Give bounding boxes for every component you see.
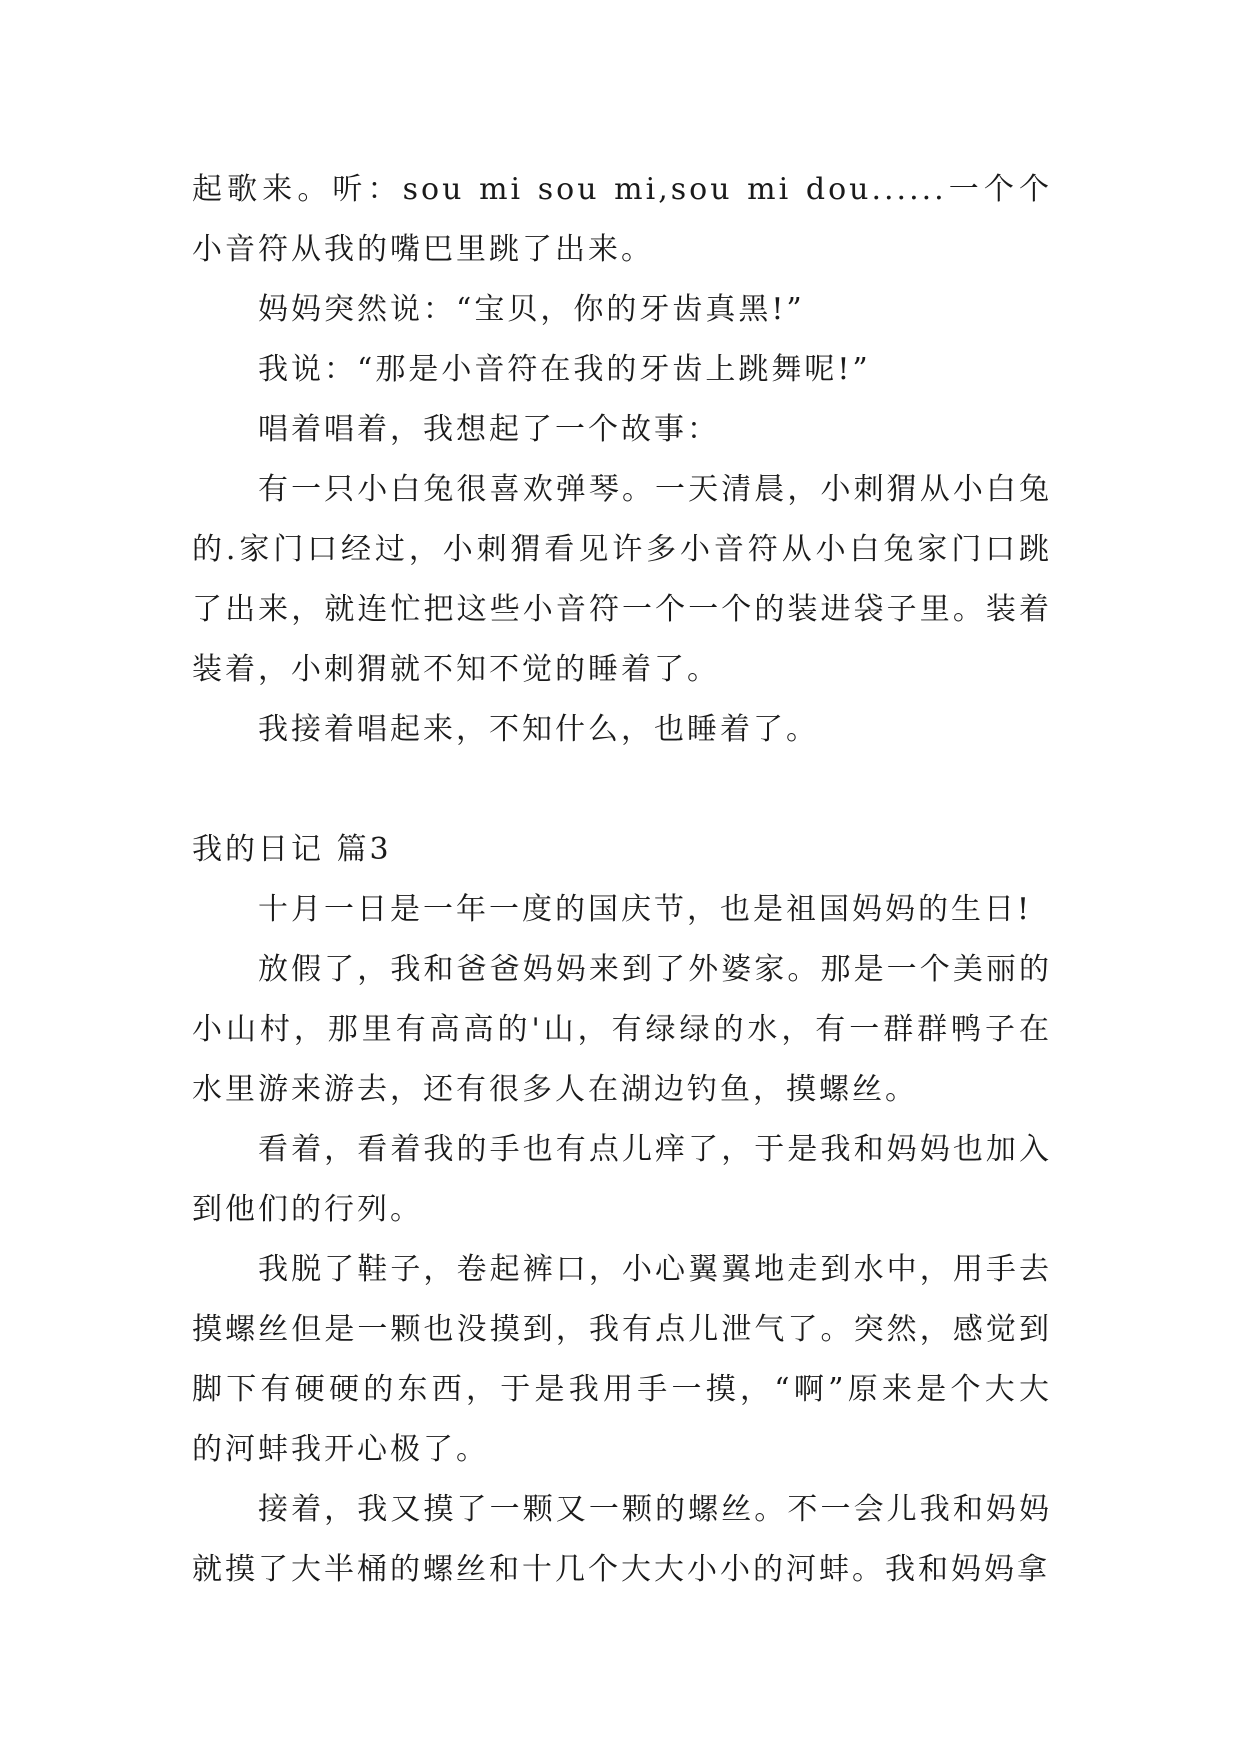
paragraph: 唱着唱着，我想起了一个故事： bbox=[258, 412, 720, 447]
paragraph: 我脱了鞋子，卷起裤口，小心翼翼地走到水中，用手去摸螺丝但是一颗也没摸到，我有点儿泄气了。突然，感觉到脚下有硬硬的东西，于是我用手一摸，“啊”原来是个大大的河蚌我开心极了。 bbox=[192, 1252, 1052, 1467]
paragraph: 接着，我又摸了一颗又一颗的螺丝。不一会儿我和妈妈就摸了大半桶的螺丝和十几个大大小小的河蚌。我和妈妈拿 bbox=[192, 1492, 1052, 1587]
paragraph: 我说：“那是小音符在我的牙齿上跳舞呢!” bbox=[258, 352, 871, 387]
paragraph-continuation: 起歌来。听：sou mi sou mi,sou mi dou......一个个小音符从我的嘴巴里跳了出来。 bbox=[192, 172, 1052, 267]
paragraph: 我接着唱起来，不知什么，也睡着了。 bbox=[258, 712, 819, 747]
paragraph: 十月一日是一年一度的国庆节，也是祖国妈妈的生日! bbox=[258, 892, 1033, 927]
paragraph: 妈妈突然说：“宝贝，你的牙齿真黑!” bbox=[258, 292, 805, 327]
paragraph: 有一只小白兔很喜欢弹琴。一天清晨，小刺猬从小白兔的.家门口经过，小刺猬看见许多小音符从小白兔家门口跳了出来，就连忙把这些小音符一个一个的装进袋子里。装着装着，小刺猬就不知不觉的睡着了。 bbox=[192, 472, 1052, 687]
paragraph: 放假了，我和爸爸妈妈来到了外婆家。那是一个美丽的小山村，那里有高高的'山，有绿绿的水，有一群群鸭子在水里游来游去，还有很多人在湖边钓鱼，摸螺丝。 bbox=[192, 952, 1052, 1107]
document-body bbox=[192, 160, 1052, 1600]
paragraph: 看着，看着我的手也有点儿痒了，于是我和妈妈也加入到他们的行列。 bbox=[192, 1132, 1052, 1227]
section-heading: 我的日记 篇3 bbox=[192, 832, 392, 867]
